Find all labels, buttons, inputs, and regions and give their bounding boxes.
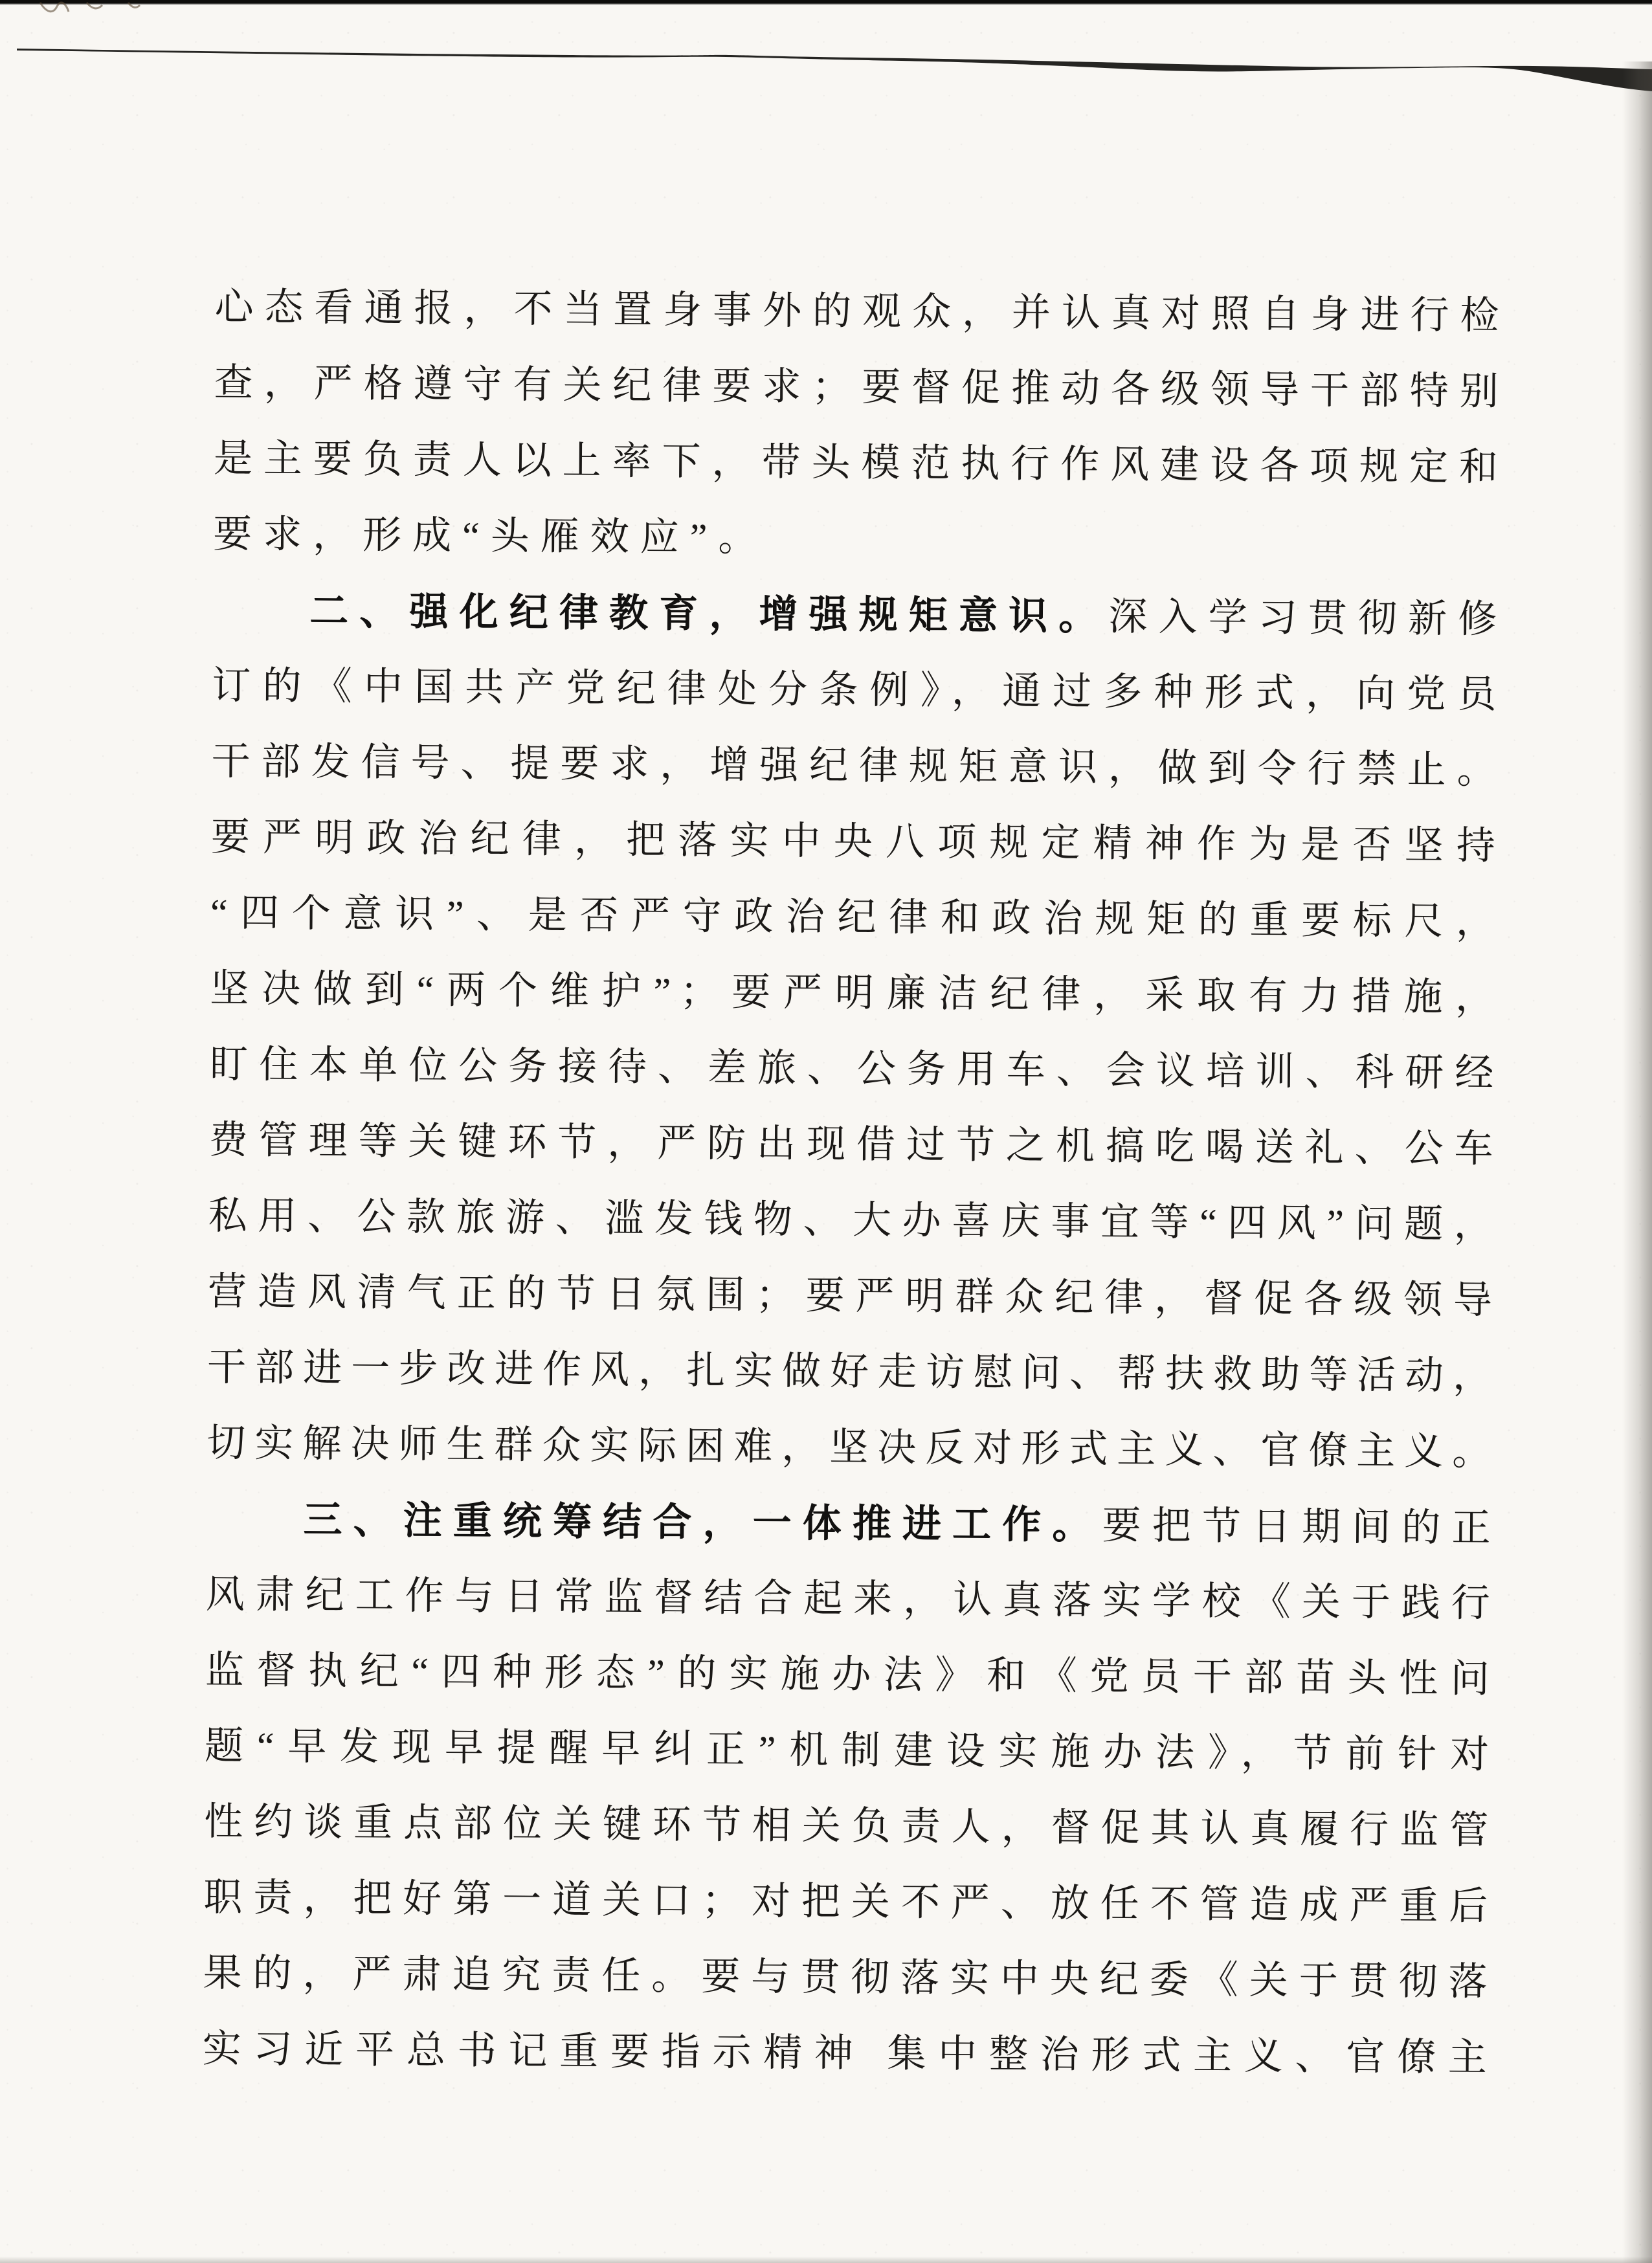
text-line <box>214 421 1508 506</box>
scan-right-edge-shadow <box>1622 61 1652 2263</box>
text-line <box>205 1708 1499 1793</box>
text-line <box>214 269 1508 354</box>
text-line <box>214 345 1508 430</box>
section-heading-2: 二、强化纪律教育，增强规矩意识。 <box>309 589 1109 638</box>
body-run: 要严明政治纪律，把落实中央八项规定精神作为是否坚持 <box>210 815 1505 867</box>
scan-bottom-edge-shadow <box>0 2257 1652 2263</box>
text-line <box>211 724 1505 808</box>
body-run: 职责，把好第一道关口；对把关不严、放任不管造成严重后 <box>203 1875 1497 1928</box>
body-run: 题“早发现早提醒早纠正”机制建设实施办法》，节前针对 <box>204 1724 1499 1776</box>
text-line <box>213 496 1507 581</box>
scan-corner-scratch <box>40 3 140 12</box>
body-run: 坚决做到“两个维护”；要严明廉洁纪律，采取有力措施， <box>210 966 1504 1019</box>
text-line <box>203 1935 1497 2020</box>
body-run: 深入学习贯彻新修 <box>1108 595 1506 641</box>
text-line <box>205 1633 1499 1717</box>
body-run: 性约谈重点部位关键环节相关负责人，督促其认真履行监管 <box>204 1800 1498 1852</box>
body-run: 心态看通报，不当置身事外的观众，并认真对照自身进行检 <box>214 285 1508 337</box>
body-run: 果的，严肃追究责任。要与贯彻落实中央纪委《关于贯彻落 <box>203 1951 1497 2003</box>
text-line <box>212 648 1506 733</box>
body-run: 干部发信号、提要求，增强纪律规矩意识，做到令行禁止。 <box>211 739 1505 792</box>
text-line <box>206 1481 1500 1566</box>
document-text <box>202 269 1508 2096</box>
body-run: 要求，形成“头雁效应”。 <box>212 512 768 559</box>
section-heading-3: 三、注重统筹结合，一体推进工作。 <box>303 1498 1102 1547</box>
text-line <box>212 572 1506 657</box>
text-line <box>208 1254 1502 1339</box>
body-run: 营造风清气正的节日氛围；要严明群众纪律，督促各级领导 <box>207 1269 1502 1322</box>
body-run: 监督执纪“四种形态”的实施办法》和《党员干部苗头性问 <box>205 1648 1499 1700</box>
body-run: 要把节日期间的正 <box>1102 1504 1500 1550</box>
text-line <box>203 1860 1497 1945</box>
text-line <box>208 1178 1502 1263</box>
body-run: 盯住本单位公务接待、差旅、公务用车、会议培训、科研经 <box>209 1042 1503 1095</box>
text-line <box>210 951 1504 1036</box>
text-line <box>210 799 1504 884</box>
text-line <box>206 1405 1501 1490</box>
text-line <box>204 1784 1498 1869</box>
body-run: 私用、公款旅游、滥发钱物、大办喜庆事宜等“四风”问题， <box>208 1194 1502 1246</box>
text-line <box>205 1557 1499 1642</box>
body-run: “四个意识”、是否严守政治纪律和政治规矩的重要标尺， <box>210 891 1504 943</box>
text-line <box>202 2011 1496 2096</box>
body-run: 切实解决师生群众实际困难，坚决反对形式主义、官僚主义。 <box>206 1421 1501 1473</box>
body-run: 风肃纪工作与日常监督结合起来，认真落实学校《关于践行 <box>205 1572 1499 1625</box>
text-line <box>209 1027 1503 1111</box>
body-run: 实习近平总书记重要指示精神 集中整治形式主义、官僚主 <box>202 2027 1496 2079</box>
body-run: 干部进一步改进作风，扎实做好走访慰问、帮扶救助等活动， <box>206 1345 1501 1398</box>
body-run: 是主要负责人以上率下，带头模范执行作风建设各项规定和 <box>213 436 1508 489</box>
body-run: 费管理等关键环节，严防出现借过节之机搞吃喝送礼、公车 <box>208 1118 1502 1170</box>
body-run: 查，严格遵守有关纪律要求；要督促推动各级领导干部特别 <box>214 361 1508 413</box>
body-run: 订的《中国共产党纪律处分条例》，通过多种形式，向党员 <box>212 663 1506 716</box>
text-line <box>207 1330 1501 1414</box>
text-line <box>208 1102 1502 1187</box>
scan-fold-shadow-line <box>0 0 1652 110</box>
text-line <box>210 875 1504 960</box>
